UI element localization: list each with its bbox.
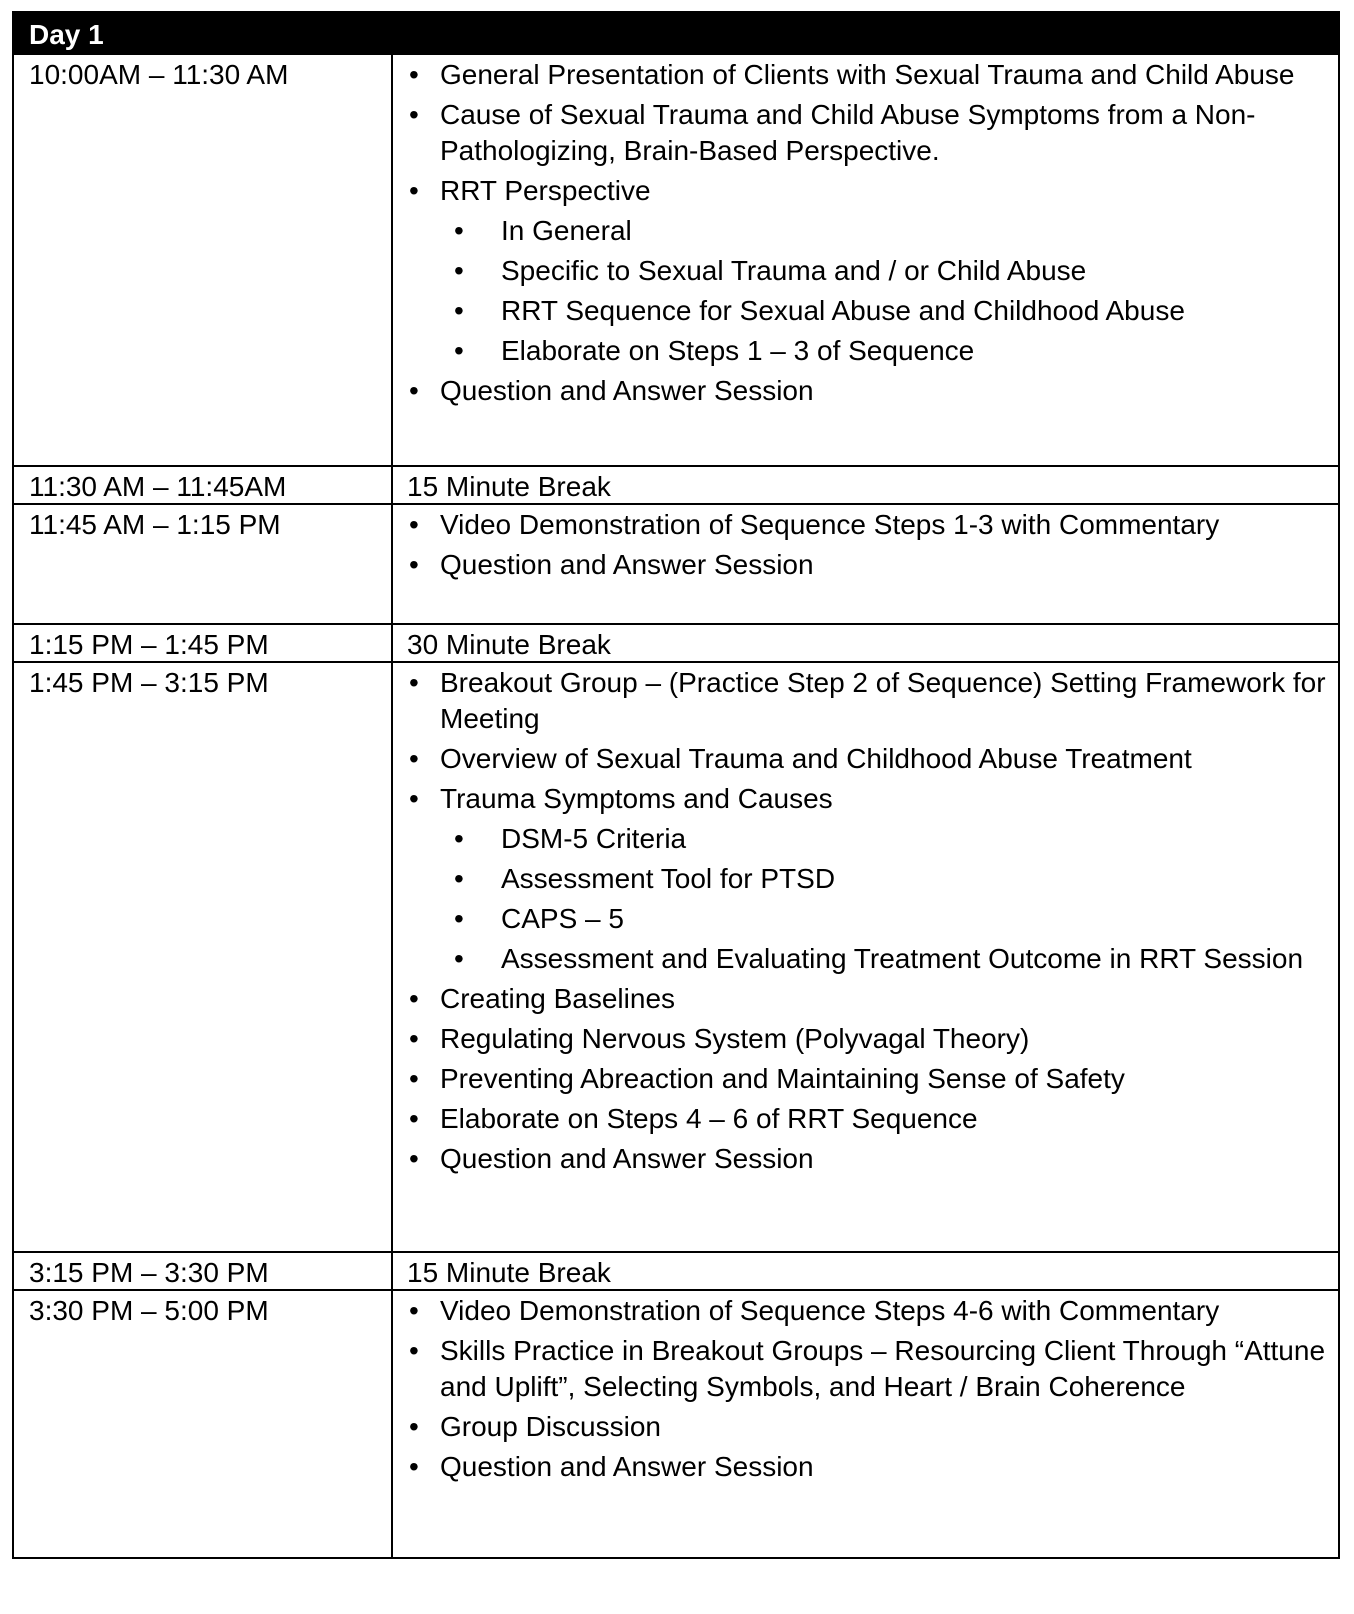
agenda-item: • Overview of Sexual Trauma and Childhood Abuse Treatment [407,741,1330,777]
agenda-item: • Question and Answer Session [407,1141,1330,1177]
session-time: 1:45 PM – 3:15 PM [14,663,393,1251]
session-time: 1:15 PM – 1:45 PM [14,625,393,661]
agenda-item: • Video Demonstration of Sequence Steps 4-6 with Commentary [407,1293,1330,1329]
break-row [14,1251,1338,1289]
agenda-item: • General Presentation of Clients with Sexual Trauma and Child Abuse [407,57,1330,93]
session-row [14,661,1338,1251]
agenda-item: • Regulating Nervous System (Polyvagal Theory) [407,1021,1330,1057]
day-header: Day 1 [14,13,1338,53]
agenda-item: • Video Demonstration of Sequence Steps 1-3 with Commentary [407,507,1330,543]
agenda-subitem: • Assessment and Evaluating Treatment Outcome in RRT Session [440,941,1330,977]
agenda-subitem: • In General [440,213,1330,249]
break-row [14,623,1338,661]
break-label: 30 Minute Break [407,629,611,660]
break-row [14,465,1338,503]
agenda-item: • Preventing Abreaction and Maintaining Sense of Safety [407,1061,1330,1097]
session-time: 10:00AM – 11:30 AM [14,55,393,465]
agenda-list [407,1293,1330,1485]
session-content [393,505,1338,623]
agenda-item: • Question and Answer Session [407,1449,1330,1485]
agenda-item: • Creating Baselines [407,981,1330,1017]
agenda-item: • RRT Perspective • In General • Specific to Sexual Trauma and / or Child Abuse • RRT Sequence for Sexual Abuse and Childhood Abuse • Elaborate on Steps 1 – 3 of Sequence [407,173,1330,369]
agenda-subitem: • Specific to Sexual Trauma and / or Child Abuse [440,253,1330,289]
session-row [14,503,1338,623]
agenda-item: • Group Discussion [407,1409,1330,1445]
agenda-item: • Elaborate on Steps 4 – 6 of RRT Sequence [407,1101,1330,1137]
session-time: 3:30 PM – 5:00 PM [14,1291,393,1557]
agenda-list [407,57,1330,409]
schedule-table [12,11,1340,1559]
agenda-item: • Question and Answer Session [407,547,1330,583]
session-content [393,55,1338,465]
agenda-sublist [440,213,1330,369]
agenda-sublist [440,821,1330,977]
session-content [393,663,1338,1251]
break-label: 15 Minute Break [407,471,611,502]
break-label: 15 Minute Break [407,1257,611,1288]
agenda-subitem: • DSM-5 Criteria [440,821,1330,857]
session-time: 3:15 PM – 3:30 PM [14,1253,393,1289]
agenda-item: • Breakout Group – (Practice Step 2 of Sequence) Setting Framework for Meeting [407,665,1330,737]
agenda-subitem: • CAPS – 5 [440,901,1330,937]
session-time: 11:45 AM – 1:15 PM [14,505,393,623]
agenda-list [407,665,1330,1177]
agenda-subitem: • Elaborate on Steps 1 – 3 of Sequence [440,333,1330,369]
session-content [393,1291,1338,1557]
agenda-item: • Question and Answer Session [407,373,1330,409]
agenda-subitem: • Assessment Tool for PTSD [440,861,1330,897]
session-row [14,53,1338,465]
session-row [14,1289,1338,1557]
session-time: 11:30 AM – 11:45AM [14,467,393,503]
agenda-item: • Trauma Symptoms and Causes • DSM-5 Criteria • Assessment Tool for PTSD • CAPS – 5 • Assessment and Evaluating Treatment Outcome in RRT Session [407,781,1330,977]
agenda-list [407,507,1330,583]
agenda-item: • Cause of Sexual Trauma and Child Abuse Symptoms from a Non-Pathologizing, Brain-Based Perspective. [407,97,1330,169]
agenda-subitem: • RRT Sequence for Sexual Abuse and Childhood Abuse [440,293,1330,329]
agenda-item: • Skills Practice in Breakout Groups – Resourcing Client Through “Attune and Uplift”, Selecting Symbols, and Heart / Brain Coherence [407,1333,1330,1405]
